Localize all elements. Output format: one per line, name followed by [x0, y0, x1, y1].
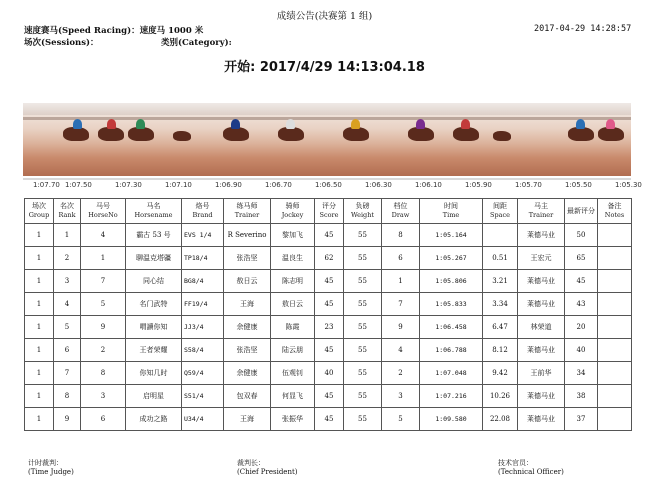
- table-cell: 1:07.048: [420, 362, 483, 385]
- column-header-en: Space: [490, 211, 510, 219]
- photo-finish-image: [23, 103, 631, 176]
- table-cell: 莱德马业: [518, 270, 565, 293]
- jockey-figure: [576, 119, 585, 129]
- table-cell: [598, 362, 632, 385]
- column-header-en: Score: [319, 211, 339, 219]
- results-table: [24, 198, 632, 431]
- table-cell: 45: [315, 339, 344, 362]
- table-cell: 9.42: [483, 362, 518, 385]
- time-tick-label: 1:06.70: [265, 181, 292, 189]
- column-header: [565, 199, 598, 224]
- print-datetime: 2017-04-29 14:28:57: [534, 24, 632, 34]
- table-cell: [598, 408, 632, 431]
- horse-figure: [98, 127, 124, 141]
- time-tick-label: 1:05.50: [565, 181, 592, 189]
- table-cell: 5: [81, 293, 126, 316]
- table-body: [25, 224, 632, 431]
- column-header: [420, 199, 483, 224]
- table-row: [25, 339, 632, 362]
- column-header: [518, 199, 565, 224]
- table-cell: BG8/4: [182, 270, 224, 293]
- jockey-figure: [73, 119, 82, 129]
- time-scale-line: [23, 178, 631, 180]
- column-header-zh: 间距: [493, 202, 507, 210]
- time-tick-label: 1:05.90: [465, 181, 492, 189]
- table-cell: 10.26: [483, 385, 518, 408]
- table-cell: 45: [315, 408, 344, 431]
- start-time: 开始: 2017/4/29 14:13:04.18: [224, 60, 425, 75]
- column-header-en: Trainer: [528, 211, 554, 219]
- table-cell: 王海: [224, 408, 271, 431]
- table-cell: 1:05.806: [420, 270, 483, 293]
- column-header-zh: 档位: [393, 202, 408, 210]
- time-judge-signature: [28, 458, 74, 476]
- table-cell: 45: [315, 293, 344, 316]
- column-header-zh: 马名: [146, 202, 161, 210]
- table-cell: 陈志明: [271, 270, 315, 293]
- table-cell: 余健康: [224, 362, 271, 385]
- table-cell: 1:09.580: [420, 408, 483, 431]
- column-header-zh: 骑师: [285, 202, 300, 210]
- table-cell: [598, 247, 632, 270]
- table-cell: 1: [54, 224, 81, 247]
- table-cell: 8: [54, 385, 81, 408]
- table-row: [25, 270, 632, 293]
- table-cell: 40: [315, 362, 344, 385]
- column-header-zh: 马主: [534, 202, 548, 210]
- table-cell: 45: [565, 270, 598, 293]
- table-cell: 6: [382, 247, 420, 270]
- column-header-zh: 最新评分: [567, 206, 595, 215]
- table-cell: 林荣道: [518, 316, 565, 339]
- table-cell: 45: [315, 385, 344, 408]
- horse-figure: [493, 131, 511, 141]
- table-cell: 聊温克塔疆: [126, 247, 182, 270]
- time-scale: [23, 181, 642, 193]
- time-tick-label: 1:06.50: [315, 181, 342, 189]
- column-header: [224, 199, 271, 224]
- table-cell: U34/4: [182, 408, 224, 431]
- table-cell: 50: [565, 224, 598, 247]
- column-header-zh: 备注: [607, 202, 622, 210]
- table-cell: 1: [25, 316, 54, 339]
- table-cell: 38: [565, 385, 598, 408]
- table-cell: 62: [315, 247, 344, 270]
- horse-figure: [343, 127, 369, 141]
- time-tick-label: 1:05.30: [615, 181, 642, 189]
- column-header-zh: 练马师: [236, 202, 258, 210]
- table-header-row: [25, 199, 632, 224]
- table-row: [25, 316, 632, 339]
- jockey-figure: [231, 119, 240, 129]
- table-cell: 55: [344, 224, 382, 247]
- jockey-figure: [461, 119, 470, 129]
- table-cell: 1: [25, 385, 54, 408]
- column-header-zh: 马号: [96, 202, 110, 210]
- column-header-zh: 场次: [32, 202, 46, 210]
- table-cell: 同心结: [126, 270, 182, 293]
- table-cell: 张浩坚: [224, 247, 271, 270]
- table-cell: 8.12: [483, 339, 518, 362]
- table-cell: 55: [344, 339, 382, 362]
- table-cell: 名门武特: [126, 293, 182, 316]
- table-cell: [598, 316, 632, 339]
- table-cell: 莱德马业: [518, 339, 565, 362]
- table-cell: 1:05.267: [420, 247, 483, 270]
- table-cell: 3.21: [483, 270, 518, 293]
- table-cell: 34: [565, 362, 598, 385]
- table-cell: 9: [54, 408, 81, 431]
- table-cell: 莱德马业: [518, 408, 565, 431]
- table-cell: TP18/4: [182, 247, 224, 270]
- column-header-en: Brand: [192, 211, 213, 219]
- table-cell: 23: [315, 316, 344, 339]
- table-cell: 55: [344, 247, 382, 270]
- jockey-figure: [351, 119, 360, 129]
- race-info: 速度赛马(Speed Racing)：速度马 1000 米: [24, 26, 204, 36]
- time-tick-label: 1:05.70: [515, 181, 542, 189]
- table-row: [25, 408, 632, 431]
- table-cell: 6: [54, 339, 81, 362]
- column-header-en: HorseNo: [88, 211, 118, 219]
- table-cell: 43: [565, 293, 598, 316]
- table-cell: 1: [25, 270, 54, 293]
- table-cell: 启明星: [126, 385, 182, 408]
- technical-officer-label: 技术官员：: [498, 459, 533, 467]
- table-cell: JJ3/4: [182, 316, 224, 339]
- table-cell: 1: [25, 224, 54, 247]
- table-cell: 陈霞: [271, 316, 315, 339]
- table-cell: 莱德马业: [518, 385, 565, 408]
- column-header-zh: 时间: [444, 202, 458, 210]
- column-header: [344, 199, 382, 224]
- time-tick-label: 1:06.10: [415, 181, 442, 189]
- column-header-zh: 名次: [60, 202, 74, 210]
- table-cell: FF19/4: [182, 293, 224, 316]
- column-header: [182, 199, 224, 224]
- table-cell: 莱德马业: [518, 224, 565, 247]
- table-cell: [598, 224, 632, 247]
- table-cell: 5: [54, 316, 81, 339]
- horse-figure: [278, 127, 304, 141]
- time-tick-label: 1:07.70: [33, 181, 60, 189]
- table-cell: [483, 224, 518, 247]
- session-info: 场次(Sessions)：: [24, 38, 99, 48]
- table-cell: 5: [382, 408, 420, 431]
- table-cell: [598, 339, 632, 362]
- table-cell: 8: [81, 362, 126, 385]
- table-cell: 45: [315, 224, 344, 247]
- table-cell: 喟讀你知: [126, 316, 182, 339]
- column-header-en: Time: [442, 211, 460, 219]
- table-cell: 3: [382, 385, 420, 408]
- table-cell: 1: [382, 270, 420, 293]
- category-info: 类别(Category):: [161, 38, 232, 48]
- table-cell: 余健康: [224, 316, 271, 339]
- table-cell: 7: [382, 293, 420, 316]
- time-tick-label: 1:06.30: [365, 181, 392, 189]
- table-cell: 敖日云: [224, 270, 271, 293]
- column-header-zh: 负磅: [355, 202, 370, 210]
- column-header-en: Jockey: [281, 211, 304, 219]
- table-cell: 成功之路: [126, 408, 182, 431]
- table-cell: 1:05.833: [420, 293, 483, 316]
- table-cell: 55: [344, 270, 382, 293]
- technical-officer-signature: [498, 458, 564, 476]
- jockey-figure: [416, 119, 425, 129]
- chief-president-label: 裁判长：: [237, 459, 265, 467]
- table-cell: 1:07.216: [420, 385, 483, 408]
- column-header: [271, 199, 315, 224]
- column-header: [126, 199, 182, 224]
- horse-figure: [453, 127, 479, 141]
- table-cell: [598, 293, 632, 316]
- table-cell: 65: [565, 247, 598, 270]
- table-cell: 陆云朋: [271, 339, 315, 362]
- table-cell: 55: [344, 293, 382, 316]
- table-cell: 1: [81, 247, 126, 270]
- horse-figure: [568, 127, 594, 141]
- column-header: [54, 199, 81, 224]
- column-header: [315, 199, 344, 224]
- table-cell: 0.51: [483, 247, 518, 270]
- table-cell: 55: [344, 385, 382, 408]
- column-header-en: Notes: [604, 211, 625, 219]
- table-cell: 2: [382, 362, 420, 385]
- time-tick-label: 1:07.30: [115, 181, 142, 189]
- horse-figure: [173, 131, 191, 141]
- table-cell: 3.34: [483, 293, 518, 316]
- table-row: [25, 293, 632, 316]
- table-cell: 45: [315, 270, 344, 293]
- horse-figure: [63, 127, 89, 141]
- table-cell: 王宏元: [518, 247, 565, 270]
- table-cell: 张浩坚: [224, 339, 271, 362]
- time-tick-label: 1:07.50: [65, 181, 92, 189]
- table-cell: 6: [81, 408, 126, 431]
- table-cell: 1: [25, 339, 54, 362]
- technical-officer-label-en: (Technical Officer): [498, 468, 564, 476]
- table-cell: 40: [565, 339, 598, 362]
- jockey-figure: [136, 119, 145, 129]
- table-cell: 55: [344, 362, 382, 385]
- table-cell: R Severino: [224, 224, 271, 247]
- table-row: [25, 362, 632, 385]
- track-background: [23, 103, 631, 115]
- table-row: [25, 385, 632, 408]
- table-cell: 9: [382, 316, 420, 339]
- column-header-en: Horsename: [134, 211, 173, 219]
- table-cell: 4: [81, 224, 126, 247]
- time-judge-label-en: (Time Judge): [28, 468, 74, 476]
- table-cell: 8: [382, 224, 420, 247]
- table-cell: 2: [81, 339, 126, 362]
- table-cell: 王前华: [518, 362, 565, 385]
- chief-president-signature: [237, 458, 298, 476]
- table-cell: 1:06.788: [420, 339, 483, 362]
- table-cell: 6.47: [483, 316, 518, 339]
- horse-figure: [408, 127, 434, 141]
- table-cell: 你知几时: [126, 362, 182, 385]
- chief-president-label-en: (Chief President): [237, 468, 298, 476]
- table-cell: 王海: [224, 293, 271, 316]
- table-cell: 1: [25, 362, 54, 385]
- horse-figure: [598, 127, 624, 141]
- column-header-zh: 烙号: [195, 202, 210, 210]
- time-tick-label: 1:07.10: [165, 181, 192, 189]
- table-cell: 3: [81, 385, 126, 408]
- time-judge-label: 计时裁判：: [28, 459, 63, 467]
- table-cell: 莱德马业: [518, 293, 565, 316]
- jockey-figure: [606, 119, 615, 129]
- table-cell: 伍观钊: [271, 362, 315, 385]
- table-cell: [598, 385, 632, 408]
- table-cell: 霸古 53 号: [126, 224, 182, 247]
- table-cell: 3: [54, 270, 81, 293]
- table-cell: 55: [344, 316, 382, 339]
- table-cell: 7: [81, 270, 126, 293]
- table-cell: 王者荣耀: [126, 339, 182, 362]
- time-tick-label: 1:06.90: [215, 181, 242, 189]
- table-cell: 4: [382, 339, 420, 362]
- table-cell: 张振华: [271, 408, 315, 431]
- table-cell: 敖日云: [271, 293, 315, 316]
- table-cell: EVS 1/4: [182, 224, 224, 247]
- table-cell: 22.08: [483, 408, 518, 431]
- column-header-en: Rank: [58, 211, 76, 219]
- table-cell: 55: [344, 408, 382, 431]
- column-header-en: Trainer: [234, 211, 260, 219]
- table-cell: [598, 270, 632, 293]
- column-header-en: Group: [28, 211, 50, 219]
- column-header-en: Draw: [391, 211, 410, 219]
- table-cell: 1: [25, 247, 54, 270]
- column-header: [81, 199, 126, 224]
- table-cell: 37: [565, 408, 598, 431]
- table-cell: 1:06.458: [420, 316, 483, 339]
- column-header: [483, 199, 518, 224]
- table-row: [25, 247, 632, 270]
- column-header-zh: 评分: [322, 202, 336, 210]
- table-cell: 20: [565, 316, 598, 339]
- column-header: [598, 199, 632, 224]
- jockey-figure: [286, 119, 295, 129]
- table-cell: Q59/4: [182, 362, 224, 385]
- table-cell: 7: [54, 362, 81, 385]
- table-row: [25, 224, 632, 247]
- table-cell: 何显飞: [271, 385, 315, 408]
- table-cell: 1: [25, 408, 54, 431]
- column-header: [382, 199, 420, 224]
- report-title: 成绩公告(决赛第 1 组): [276, 11, 373, 22]
- table-cell: 黎加飞: [271, 224, 315, 247]
- table-cell: 包双春: [224, 385, 271, 408]
- table-cell: 温良生: [271, 247, 315, 270]
- table-cell: 1:05.164: [420, 224, 483, 247]
- table-cell: 2: [54, 247, 81, 270]
- table-cell: 4: [54, 293, 81, 316]
- table-cell: S58/4: [182, 339, 224, 362]
- table-cell: 1: [25, 293, 54, 316]
- column-header-en: Weight: [350, 211, 375, 219]
- horse-figure: [128, 127, 154, 141]
- table-cell: 9: [81, 316, 126, 339]
- table-cell: S51/4: [182, 385, 224, 408]
- horse-figure: [223, 127, 249, 141]
- column-header: [25, 199, 54, 224]
- jockey-figure: [107, 119, 116, 129]
